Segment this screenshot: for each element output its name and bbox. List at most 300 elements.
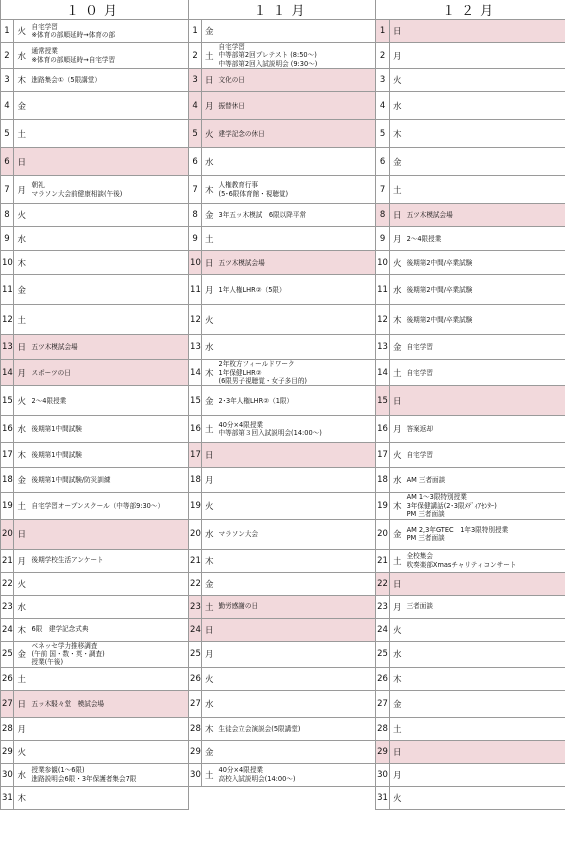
day-number: 6	[1, 148, 14, 176]
event-line: 授業参観(1～6限)	[31, 766, 85, 775]
event-cell	[30, 667, 189, 690]
event-cell	[30, 120, 189, 148]
event-line: 五ツ木模試会場	[218, 258, 265, 267]
day-number: 5	[1, 120, 14, 148]
event-line: スポーツの日	[31, 368, 71, 377]
event-cell	[405, 20, 565, 43]
day-number: 24	[189, 618, 202, 641]
event-cell	[30, 519, 189, 549]
day-number: 31	[376, 786, 390, 809]
day-number: 30	[189, 763, 202, 786]
weekday: 木	[14, 786, 30, 809]
event-line: 後期第1中間試験/防災訓練	[31, 476, 111, 485]
event-line: 後期第1中間試験	[31, 425, 82, 434]
weekday: 月	[202, 468, 217, 493]
event-line: ベネッセ学力推移調査	[31, 641, 98, 650]
day-number: 5	[376, 120, 390, 148]
event-cell	[217, 92, 376, 120]
weekday: 土	[14, 305, 30, 335]
day-number: 9	[376, 227, 390, 251]
weekday: 金	[14, 468, 30, 493]
weekday: 土	[202, 227, 217, 251]
event-line: 建学記念の休日	[218, 129, 265, 138]
calendar-row	[1, 763, 565, 786]
event-cell	[405, 595, 565, 618]
weekday: 月	[202, 641, 217, 667]
day-number: 2	[1, 43, 14, 69]
day-number: 10	[189, 251, 202, 275]
weekday: 火	[390, 69, 405, 92]
day-number: 7	[189, 176, 202, 204]
weekday: 土	[202, 43, 217, 69]
event-line: 全校集会	[406, 552, 433, 561]
event-cell	[405, 493, 565, 519]
day-number: 7	[1, 176, 14, 204]
weekday: 水	[14, 763, 30, 786]
event-line: 2～4限授業	[31, 396, 67, 405]
event-cell	[405, 667, 565, 690]
month-header: １０月	[1, 0, 189, 20]
event-cell	[30, 595, 189, 618]
event-cell	[30, 92, 189, 120]
weekday: 日	[390, 740, 405, 763]
weekday: 日	[202, 443, 217, 468]
event-cell	[217, 335, 376, 360]
weekday: 水	[390, 641, 405, 667]
weekday: 火	[14, 572, 30, 595]
weekday: 火	[14, 386, 30, 416]
calendar-row	[1, 305, 565, 335]
event-cell	[30, 204, 189, 227]
day-number: 4	[1, 92, 14, 120]
weekday: 土	[14, 120, 30, 148]
calendar-row	[1, 468, 565, 493]
event-cell	[405, 335, 565, 360]
calendar-row	[1, 572, 565, 595]
day-number: 2	[376, 43, 390, 69]
day-number: 9	[1, 227, 14, 251]
weekday: 土	[390, 176, 405, 204]
day-number: 29	[376, 740, 390, 763]
day-number: 4	[376, 92, 390, 120]
day-number: 15	[1, 386, 14, 416]
event-line: 通常授業	[31, 47, 58, 56]
event-line: 中等部第３回入試説明会(14:00～)	[218, 429, 322, 438]
calendar-row	[1, 667, 565, 690]
day-number: 14	[189, 360, 202, 386]
calendar-row	[1, 43, 565, 69]
calendar-row	[1, 204, 565, 227]
day-number: 23	[1, 595, 14, 618]
weekday: 金	[202, 386, 217, 416]
event-cell	[405, 416, 565, 443]
weekday: 金	[14, 641, 30, 667]
weekday: 金	[202, 204, 217, 227]
day-number: 26	[1, 667, 14, 690]
weekday: 金	[14, 92, 30, 120]
event-line: 40分×4限授業	[218, 421, 264, 430]
weekday: 金	[202, 572, 217, 595]
weekday: 日	[202, 251, 217, 275]
event-cell	[30, 148, 189, 176]
weekday: 金	[202, 20, 217, 43]
calendar-row	[1, 148, 565, 176]
weekday: 木	[390, 493, 405, 519]
event-line: 自宅学習	[406, 451, 433, 460]
event-cell	[405, 763, 565, 786]
event-cell	[405, 618, 565, 641]
event-line: 三者面談	[406, 602, 433, 611]
weekday: 火	[202, 120, 217, 148]
event-cell	[30, 20, 189, 43]
event-cell	[405, 572, 565, 595]
weekday: 火	[390, 251, 405, 275]
event-line: 進路説明会6限・3年保護者集会7限	[31, 774, 137, 783]
event-cell	[30, 443, 189, 468]
day-number: 29	[1, 740, 14, 763]
event-cell	[30, 305, 189, 335]
event-line: 中等部第2回プレテスト (8:50～)	[218, 51, 317, 60]
event-cell	[217, 176, 376, 204]
day-number: 17	[189, 443, 202, 468]
calendar-row	[1, 443, 565, 468]
event-line: 生徒会立会演説会(5限講堂)	[218, 724, 301, 733]
event-cell	[217, 251, 376, 275]
event-cell	[217, 227, 376, 251]
weekday: 土	[14, 667, 30, 690]
event-cell	[217, 740, 376, 763]
event-cell	[217, 595, 376, 618]
event-cell	[217, 204, 376, 227]
day-number: 26	[376, 667, 390, 690]
event-cell	[30, 641, 189, 667]
calendar-row	[1, 690, 565, 717]
event-cell	[405, 120, 565, 148]
day-number: 8	[376, 204, 390, 227]
weekday: 火	[14, 204, 30, 227]
month-header: １１月	[189, 0, 376, 20]
event-line: (午前 国・数・英・調査)	[31, 650, 105, 659]
weekday: 日	[390, 204, 405, 227]
day-number: 21	[376, 549, 390, 572]
event-cell	[217, 416, 376, 443]
event-line: 2･3年人権LHR②（1限）	[218, 396, 294, 405]
day-number: 22	[1, 572, 14, 595]
event-cell	[405, 740, 565, 763]
calendar-row	[1, 275, 565, 305]
day-number: 24	[376, 618, 390, 641]
event-cell	[30, 275, 189, 305]
weekday: 日	[390, 572, 405, 595]
weekday: 日	[14, 148, 30, 176]
calendar-row	[1, 641, 565, 667]
event-cell	[30, 176, 189, 204]
weekday: 木	[390, 120, 405, 148]
day-number: 19	[376, 493, 390, 519]
day-number: 14	[376, 360, 390, 386]
event-cell	[30, 43, 189, 69]
day-number: 28	[376, 717, 390, 740]
day-number: 28	[1, 717, 14, 740]
event-line: 自宅学習	[218, 43, 245, 51]
event-line: 答案返却	[406, 425, 433, 434]
day-number: 6	[376, 148, 390, 176]
event-line: AM 三者面談	[406, 476, 446, 485]
weekday: 水	[202, 519, 217, 549]
weekday: 日	[390, 386, 405, 416]
event-cell	[405, 549, 565, 572]
day-number: 20	[189, 519, 202, 549]
event-line: 2～4限授業	[406, 234, 442, 243]
weekday: 月	[14, 176, 30, 204]
weekday: 月	[14, 360, 30, 386]
event-cell	[217, 519, 376, 549]
weekday: 日	[14, 690, 30, 717]
day-number: 3	[376, 69, 390, 92]
weekday: 水	[202, 148, 217, 176]
weekday: 火	[390, 786, 405, 809]
event-cell	[30, 360, 189, 386]
day-number: 28	[189, 717, 202, 740]
event-cell	[217, 360, 376, 386]
day-number: 13	[1, 335, 14, 360]
weekday: 水	[390, 92, 405, 120]
day-number: 13	[189, 335, 202, 360]
day-number: 30	[1, 763, 14, 786]
event-cell	[217, 468, 376, 493]
day-number: 22	[189, 572, 202, 595]
calendar-row	[1, 386, 565, 416]
weekday: 月	[202, 275, 217, 305]
day-number: 20	[1, 519, 14, 549]
weekday: 木	[14, 618, 30, 641]
day-number: 12	[189, 305, 202, 335]
event-line: 後期第2中間/卒業試験	[406, 258, 473, 267]
weekday: 日	[390, 20, 405, 43]
event-cell	[30, 468, 189, 493]
event-cell	[405, 360, 565, 386]
weekday: 木	[390, 667, 405, 690]
calendar-row	[1, 69, 565, 92]
event-cell	[30, 786, 189, 809]
weekday: 土	[390, 717, 405, 740]
event-cell	[30, 763, 189, 786]
event-line: マラソン大会前健康相談(午後)	[31, 189, 123, 198]
event-line: 自宅学習	[406, 368, 433, 377]
weekday: 日	[14, 519, 30, 549]
event-line: AM 2,3年GTEC 1年3限特別授業	[406, 525, 509, 534]
weekday: 土	[202, 416, 217, 443]
weekday: 水	[14, 43, 30, 69]
day-number: 5	[189, 120, 202, 148]
event-cell	[405, 69, 565, 92]
day-number: 23	[376, 595, 390, 618]
event-cell	[217, 572, 376, 595]
weekday: 木	[202, 176, 217, 204]
weekday: 土	[202, 763, 217, 786]
day-number: 18	[1, 468, 14, 493]
day-number: 31	[1, 786, 14, 809]
event-line: マラソン大会	[218, 529, 259, 538]
day-number: 2	[189, 43, 202, 69]
event-cell	[217, 667, 376, 690]
day-number: 19	[189, 493, 202, 519]
weekday: 木	[14, 251, 30, 275]
event-cell	[405, 690, 565, 717]
event-cell	[405, 204, 565, 227]
empty-cell	[189, 786, 376, 809]
weekday: 月	[14, 549, 30, 572]
event-cell	[405, 176, 565, 204]
day-number: 16	[1, 416, 14, 443]
event-cell	[217, 690, 376, 717]
event-cell	[30, 416, 189, 443]
day-number: 10	[376, 251, 390, 275]
calendar-row	[1, 618, 565, 641]
day-number: 9	[189, 227, 202, 251]
weekday: 日	[202, 618, 217, 641]
day-number: 3	[189, 69, 202, 92]
calendar-body	[1, 20, 565, 810]
calendar-row	[1, 519, 565, 549]
event-line: 自宅学習オープンスクール（中等部9:30～）	[31, 501, 165, 510]
weekday: 金	[390, 148, 405, 176]
event-cell	[30, 717, 189, 740]
event-cell	[30, 549, 189, 572]
day-number: 8	[1, 204, 14, 227]
calendar-row	[1, 360, 565, 386]
calendar-row	[1, 251, 565, 275]
weekday: 金	[390, 335, 405, 360]
event-cell	[30, 572, 189, 595]
day-number: 23	[189, 595, 202, 618]
calendar-row	[1, 549, 565, 572]
day-number: 1	[376, 20, 390, 43]
event-cell	[217, 305, 376, 335]
weekday: 月	[390, 416, 405, 443]
day-number: 25	[376, 641, 390, 667]
weekday: 木	[14, 443, 30, 468]
calendar-row	[1, 20, 565, 43]
day-number: 8	[189, 204, 202, 227]
event-line: 自宅学習	[31, 22, 58, 31]
weekday: 木	[202, 717, 217, 740]
event-cell	[405, 468, 565, 493]
event-cell	[217, 386, 376, 416]
event-cell	[405, 227, 565, 251]
calendar-row	[1, 786, 565, 809]
event-cell	[217, 641, 376, 667]
weekday: 水	[202, 690, 217, 717]
event-line: (6限男子視聴覚・女子多目的)	[218, 377, 307, 386]
weekday: 火	[202, 305, 217, 335]
event-cell	[30, 493, 189, 519]
event-line: 朝礼	[31, 181, 45, 190]
event-line: PM 三者面談	[406, 534, 445, 543]
weekday: 土	[390, 360, 405, 386]
month-header-row	[1, 0, 565, 20]
weekday: 月	[390, 595, 405, 618]
event-line: (5･6限体育館・視聴覚)	[218, 189, 289, 198]
event-line: 3年五ッ木模試 6限以降平常	[218, 211, 307, 220]
weekday: 火	[14, 20, 30, 43]
weekday: 金	[390, 519, 405, 549]
event-cell	[30, 690, 189, 717]
event-line: PM 三者面談	[406, 510, 445, 519]
event-line: 五ツ木模試会場	[406, 211, 453, 220]
calendar-row	[1, 92, 565, 120]
day-number: 17	[1, 443, 14, 468]
event-cell	[217, 275, 376, 305]
event-line: 後期第2中間/卒業試験	[406, 285, 473, 294]
event-line: 五ッ木駸々堂 模試会場	[31, 699, 105, 708]
event-line: 後期学校生活アンケート	[31, 556, 104, 565]
event-cell	[30, 335, 189, 360]
weekday: 火	[390, 618, 405, 641]
day-number: 25	[189, 641, 202, 667]
weekday: 金	[14, 275, 30, 305]
day-number: 11	[376, 275, 390, 305]
weekday: 水	[390, 468, 405, 493]
event-line: 2年枚方フィールドワーク	[218, 360, 295, 369]
day-number: 1	[189, 20, 202, 43]
day-number: 10	[1, 251, 14, 275]
event-cell	[217, 717, 376, 740]
event-line: 進路集会①（5限講堂）	[31, 76, 101, 85]
event-line: 振替休日	[218, 101, 245, 110]
day-number: 20	[376, 519, 390, 549]
day-number: 12	[1, 305, 14, 335]
day-number: 18	[376, 468, 390, 493]
day-number: 16	[376, 416, 390, 443]
calendar-row	[1, 227, 565, 251]
event-line: 中等部第2回入試説明会 (9:30～)	[218, 59, 318, 68]
weekday: 土	[14, 493, 30, 519]
weekday: 日	[202, 69, 217, 92]
event-line: 自宅学習	[406, 343, 433, 352]
event-cell	[217, 763, 376, 786]
event-cell	[217, 618, 376, 641]
event-cell	[405, 443, 565, 468]
weekday: 金	[390, 690, 405, 717]
day-number: 17	[376, 443, 390, 468]
event-cell	[217, 120, 376, 148]
day-number: 16	[189, 416, 202, 443]
weekday: 月	[390, 43, 405, 69]
day-number: 4	[189, 92, 202, 120]
weekday: 月	[390, 763, 405, 786]
day-number: 11	[1, 275, 14, 305]
day-number: 21	[189, 549, 202, 572]
weekday: 水	[14, 227, 30, 251]
event-cell	[217, 493, 376, 519]
event-line: 後期第2中間/卒業試験	[406, 315, 473, 324]
weekday: 月	[390, 227, 405, 251]
calendar-row	[1, 335, 565, 360]
day-number: 11	[189, 275, 202, 305]
weekday: 水	[390, 275, 405, 305]
weekday: 水	[202, 335, 217, 360]
day-number: 21	[1, 549, 14, 572]
event-line: 文化の日	[218, 76, 245, 85]
event-cell	[405, 251, 565, 275]
day-number: 25	[1, 641, 14, 667]
event-cell	[30, 251, 189, 275]
day-number: 18	[189, 468, 202, 493]
weekday: 火	[390, 443, 405, 468]
event-cell	[405, 92, 565, 120]
day-number: 15	[189, 386, 202, 416]
